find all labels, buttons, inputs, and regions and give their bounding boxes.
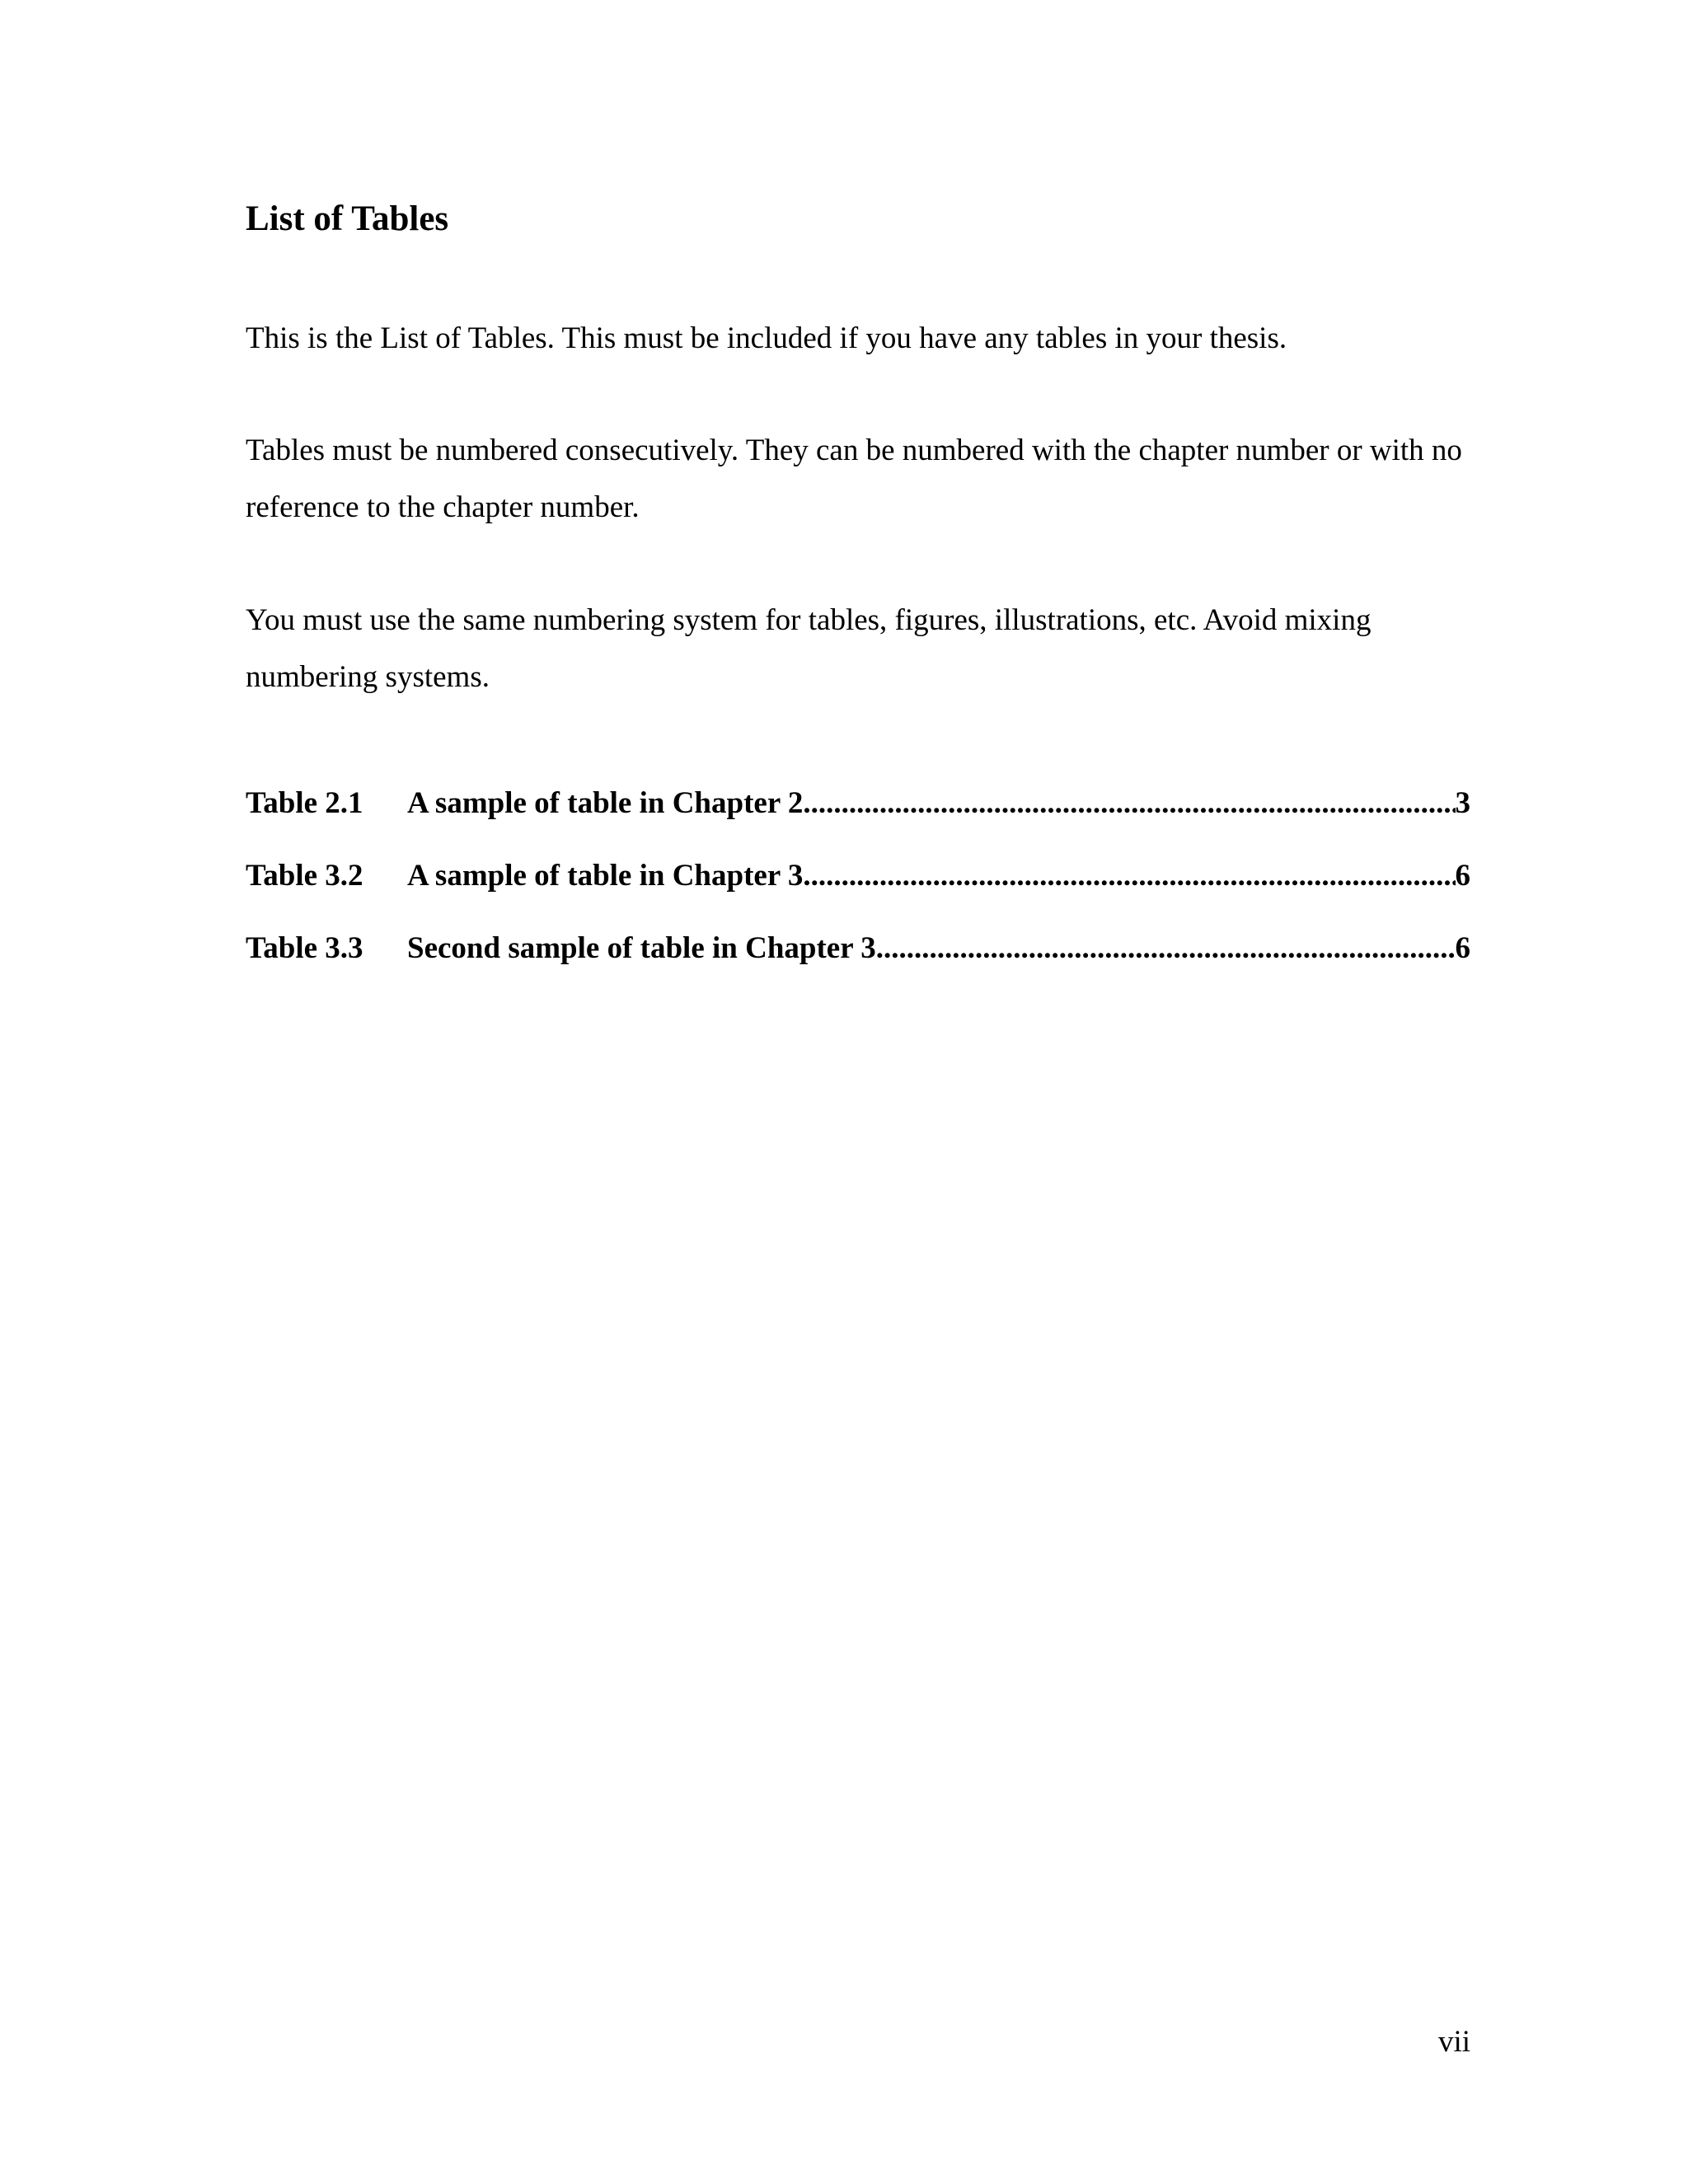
entry-page: 6: [1455, 859, 1470, 893]
entry-number: Table 3.2: [246, 859, 363, 893]
list-of-tables-entry[interactable]: [246, 851, 1470, 924]
dot-leader: [803, 851, 1455, 901]
entry-title: A sample of table in Chapter 3: [407, 859, 804, 893]
list-of-tables-entry[interactable]: [246, 779, 1470, 851]
entry-number: Table 2.1: [246, 786, 363, 820]
dot-leader: [876, 924, 1456, 973]
dot-leader: [803, 779, 1455, 828]
list-of-tables: [246, 779, 1470, 996]
page-number: vii: [1437, 2025, 1470, 2059]
page-title: List of Tables: [246, 199, 449, 238]
entry-title: A sample of table in Chapter 2: [407, 786, 804, 820]
entry-page: 3: [1455, 786, 1470, 820]
entry-title: Second sample of table in Chapter 3: [407, 931, 876, 965]
numbering-paragraph: Tables must be numbered consecutively. They can be numbered with the chapter number or with no reference to the chapter number.: [246, 434, 1462, 524]
intro-paragraph: This is the List of Tables. This must be included if you have any tables in your thesis.: [246, 321, 1287, 355]
list-of-tables-entry[interactable]: [246, 924, 1470, 996]
entry-page: 6: [1455, 931, 1470, 965]
consistency-paragraph: You must use the same numbering system for tables, figures, illustrations, etc. Avoid mixing numbering systems.: [246, 603, 1372, 694]
entry-number: Table 3.3: [246, 931, 363, 965]
